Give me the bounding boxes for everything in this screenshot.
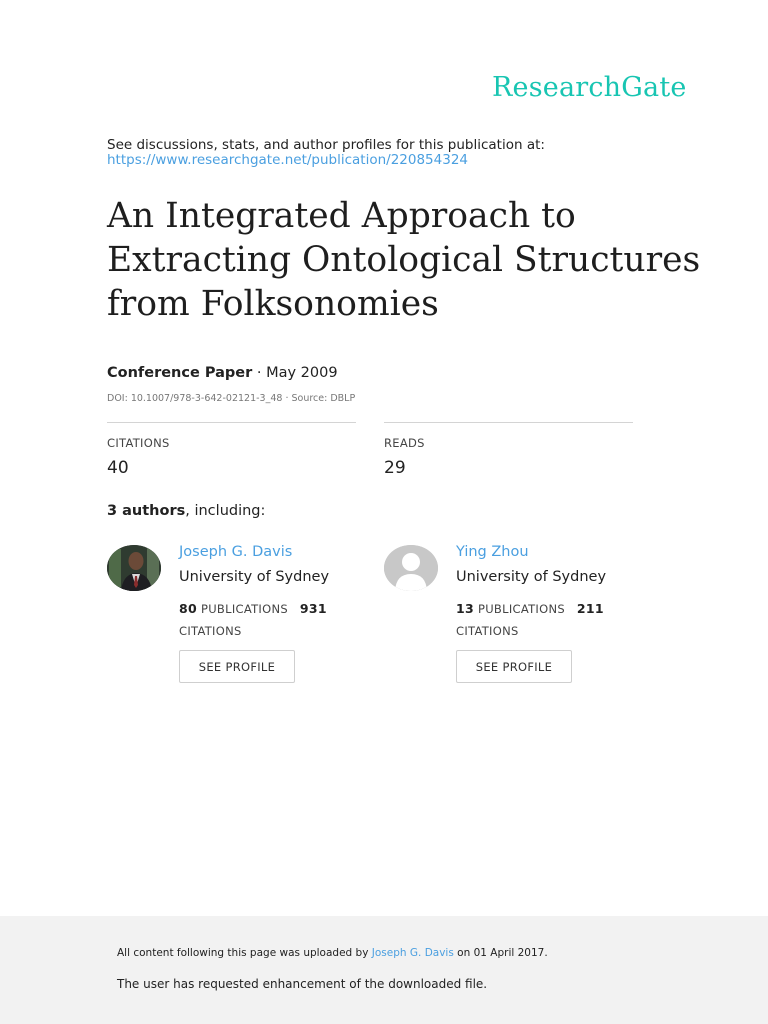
upload-suffix: on 01 April 2017.	[457, 947, 548, 959]
author-name-link[interactable]: Joseph G. Davis	[179, 544, 293, 560]
author-publications-count: 13	[456, 601, 474, 616]
default-user-icon	[384, 545, 438, 591]
author-institution: University of Sydney	[456, 569, 607, 585]
author-avatar[interactable]	[107, 545, 161, 591]
researchgate-logo[interactable]: ResearchGate	[492, 72, 687, 103]
author-card	[107, 544, 377, 694]
author-publications-count: 80	[179, 601, 197, 616]
upload-note	[117, 947, 548, 959]
author-citations-label: CITATIONS	[179, 624, 242, 638]
publication-type-line	[107, 365, 338, 381]
enhancement-note: The user has requested enhancement of the downloaded file.	[117, 977, 488, 991]
see-profile-button[interactable]: SEE PROFILE	[456, 650, 572, 683]
author-publications-label: PUBLICATIONS	[200, 602, 288, 616]
reads-value: 29	[384, 458, 406, 478]
author-card	[384, 544, 654, 694]
authors-suffix: , including:	[185, 503, 266, 519]
publication-type: Conference Paper	[107, 365, 253, 381]
author-institution: University of Sydney	[179, 569, 330, 585]
publication-url-link[interactable]: https://www.researchgate.net/publication/220854324	[107, 152, 469, 168]
citations-value: 40	[107, 458, 129, 478]
authors-count: 3 authors	[107, 503, 186, 519]
author-avatar[interactable]	[384, 545, 438, 591]
paper-title: An Integrated Approach to Extracting Ontological Structures from Folksonomies	[107, 196, 701, 324]
citations-stat	[107, 422, 356, 478]
author-citations-label: CITATIONS	[456, 624, 519, 638]
citations-label: CITATIONS	[107, 436, 170, 450]
reads-label: READS	[384, 436, 425, 450]
author-photo-icon	[107, 545, 161, 591]
authors-heading	[107, 503, 265, 519]
upload-prefix: All content following this page was uploaded by	[117, 947, 369, 959]
intro-text: See discussions, stats, and author profiles for this publication at:	[107, 137, 545, 153]
author-publications-label: PUBLICATIONS	[477, 602, 565, 616]
publication-date: · May 2009	[256, 365, 338, 381]
footer	[0, 916, 768, 1024]
author-citations-count: 211	[576, 601, 604, 616]
author-stats	[179, 598, 339, 642]
see-profile-button[interactable]: SEE PROFILE	[179, 650, 295, 683]
author-stats	[456, 598, 616, 642]
author-name-link[interactable]: Ying Zhou	[456, 544, 529, 560]
uploader-link[interactable]: Joseph G. Davis	[371, 947, 454, 959]
author-citations-count: 931	[299, 601, 327, 616]
reads-stat	[384, 422, 633, 478]
doi-source: DOI: 10.1007/978-3-642-02121-3_48 · Source: DBLP	[107, 393, 356, 404]
